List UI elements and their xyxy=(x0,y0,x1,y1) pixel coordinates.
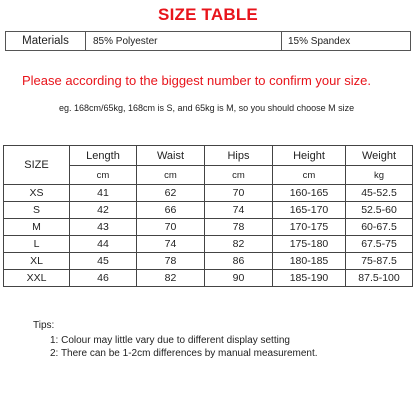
size-cell: M xyxy=(4,219,70,236)
weight-cell: 60-67.5 xyxy=(346,219,413,236)
size-example: eg. 168cm/65kg, 168cm is S, and 65kg is M, so you should choose M size xyxy=(59,103,355,113)
size-cell: L xyxy=(4,236,70,253)
height-cell: 180-185 xyxy=(273,253,346,270)
size-cell: XXL xyxy=(4,270,70,287)
hips-cell: 78 xyxy=(205,219,273,236)
material-spandex: 15% Spandex xyxy=(288,35,351,47)
weight-cell: 87.5-100 xyxy=(346,270,413,287)
hips-cell: 70 xyxy=(205,185,273,202)
waist-cell: 70 xyxy=(137,219,205,236)
waist-column-header: Waist xyxy=(137,146,205,166)
height-cell: 185-190 xyxy=(273,270,346,287)
waist-cell: 66 xyxy=(137,202,205,219)
size-table-header-row xyxy=(4,146,413,166)
table-row xyxy=(4,202,413,219)
weight-cell: 67.5-75 xyxy=(346,236,413,253)
size-table xyxy=(3,145,413,287)
weight-column-header: Weight xyxy=(346,146,413,166)
waist-cell: 82 xyxy=(137,270,205,287)
tips-section xyxy=(33,320,318,361)
tip-item: 1: Colour may little vary due to different display setting xyxy=(50,335,290,346)
length-column-header: Length xyxy=(70,146,137,166)
table-row xyxy=(4,185,413,202)
weight-cell: 45-52.5 xyxy=(346,185,413,202)
page-title: SIZE TABLE xyxy=(158,5,258,24)
waist-cell: 62 xyxy=(137,185,205,202)
table-row xyxy=(4,219,413,236)
length-cell: 43 xyxy=(70,219,137,236)
weight-cell: 75-87.5 xyxy=(346,253,413,270)
length-cell: 42 xyxy=(70,202,137,219)
waist-cell: 74 xyxy=(137,236,205,253)
hips-cell: 74 xyxy=(205,202,273,219)
hips-cell: 82 xyxy=(205,236,273,253)
weight-unit: kg xyxy=(346,166,413,185)
materials-label: Materials xyxy=(6,32,86,50)
length-cell: 46 xyxy=(70,270,137,287)
height-cell: 160-165 xyxy=(273,185,346,202)
length-cell: 41 xyxy=(70,185,137,202)
hips-cell: 90 xyxy=(205,270,273,287)
size-cell: XS xyxy=(4,185,70,202)
weight-cell: 52.5-60 xyxy=(346,202,413,219)
table-row xyxy=(4,236,413,253)
height-cell: 175-180 xyxy=(273,236,346,253)
hips-column-header: Hips xyxy=(205,146,273,166)
material-polyester: 85% Polyester xyxy=(86,32,282,50)
hips-unit: cm xyxy=(205,166,273,185)
height-column-header: Height xyxy=(273,146,346,166)
height-cell: 165-170 xyxy=(273,202,346,219)
size-cell: S xyxy=(4,202,70,219)
height-cell: 170-175 xyxy=(273,219,346,236)
table-row xyxy=(4,253,413,270)
materials-table xyxy=(5,31,411,51)
table-row xyxy=(4,270,413,287)
size-notice: Please according to the biggest number to confirm your size. xyxy=(22,73,372,88)
length-cell: 44 xyxy=(70,236,137,253)
length-cell: 45 xyxy=(70,253,137,270)
waist-unit: cm xyxy=(137,166,205,185)
length-unit: cm xyxy=(70,166,137,185)
height-unit: cm xyxy=(273,166,346,185)
tip-item: 2: There can be 1-2cm differences by manual measurement. xyxy=(50,348,318,359)
size-column-header: SIZE xyxy=(4,146,70,185)
waist-cell: 78 xyxy=(137,253,205,270)
size-cell: XL xyxy=(4,253,70,270)
hips-cell: 86 xyxy=(205,253,273,270)
tips-title: Tips: xyxy=(33,320,55,331)
